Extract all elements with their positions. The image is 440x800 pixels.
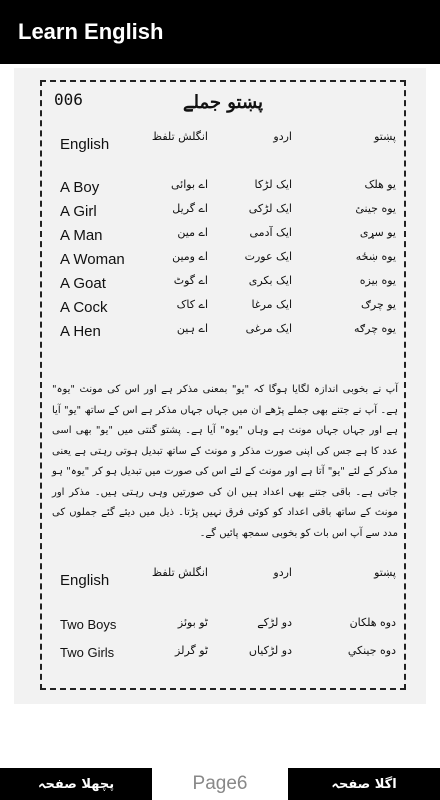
urdu-word: ایک مرغا (251, 298, 292, 311)
pronunciation: اے بوائی (170, 178, 208, 191)
english-word: A Cock (60, 299, 108, 316)
english-word: Two Boys (60, 617, 117, 632)
pashto-word: يو هلک (364, 178, 396, 191)
pronunciation: اے گوٹ (173, 274, 208, 287)
urdu-word: ایک لڑکی (248, 202, 292, 215)
header-pashto: پښتو (374, 566, 396, 579)
vocab-row (42, 250, 404, 272)
english-word: A Boy (60, 179, 100, 196)
vocab-row (42, 322, 404, 344)
page-indicator: Page6 (192, 773, 248, 794)
page-number: 006 (54, 90, 83, 109)
vocab-row (42, 226, 404, 248)
pashto-word: يوه چرګه (353, 322, 396, 335)
english-word: A Girl (60, 203, 97, 220)
pashto-word: يو سړی (359, 226, 396, 239)
header-pashto: پښتو (374, 130, 396, 143)
pronunciation: اے ہین (176, 322, 208, 335)
vocab-row (42, 202, 404, 224)
vocab-row (42, 178, 404, 200)
header-english: English (60, 136, 110, 153)
app-bar (0, 0, 440, 64)
header-urdu: اردو (273, 566, 292, 579)
pashto-word: يوه جينئ (355, 202, 396, 215)
pashto-word: يو چرګ (361, 298, 396, 311)
urdu-word: ایک آدمی (249, 226, 292, 239)
urdu-word: دو لڑکے (257, 616, 292, 629)
app-title: Learn English (18, 19, 164, 44)
english-word: A Man (60, 227, 103, 244)
plural-row (42, 644, 404, 666)
urdu-word: ایک مرغی (245, 322, 292, 335)
english-word: A Woman (60, 251, 125, 268)
header-english: English (60, 572, 110, 589)
pashto-word: دوه جينکي (347, 644, 396, 657)
pronunciation: ٹو گرلز (175, 644, 208, 657)
header-pronunciation: انگلش تلفظ (151, 130, 208, 143)
pronunciation: اے ومین (172, 250, 208, 263)
pronunciation: اے گریل (172, 202, 208, 215)
next-page-button[interactable]: اگلا صفحہ (288, 768, 440, 800)
header-pronunciation: انگلش تلفظ (151, 566, 208, 579)
vocab-row (42, 274, 404, 296)
urdu-word: دو لڑکیاں (248, 644, 292, 657)
pashto-word: يوه ښځه (355, 250, 396, 263)
page-frame (40, 80, 406, 690)
page-heading: پښتو جملے (182, 92, 264, 113)
pashto-word: دوه هلکان (349, 616, 396, 629)
book-page-image (14, 68, 426, 704)
english-word: A Hen (60, 323, 101, 340)
header-urdu: اردو (273, 130, 292, 143)
pronunciation: ٹو بوئز (177, 616, 208, 629)
english-word: A Goat (60, 275, 106, 292)
urdu-word: ایک عورت (244, 250, 292, 263)
pronunciation: اے کاک (176, 298, 208, 311)
pashto-word: يوه بيزه (359, 274, 396, 287)
urdu-word: ایک لڑکا (254, 178, 292, 191)
previous-page-button[interactable]: پچھلا صفحہ (0, 768, 152, 800)
bottom-nav (0, 768, 440, 800)
pronunciation: اے مین (177, 226, 208, 239)
vocab-row (42, 298, 404, 320)
plural-row (42, 616, 404, 638)
urdu-word: ایک بکری (248, 274, 292, 287)
english-word: Two Girls (60, 645, 115, 660)
explanation-paragraph: آپ نے بخوبی اندازہ لگایا ہوگا کہ "یو" بمعنی مذکر ہے اور اس کی مونث "یوہ" ہے۔ آپ نے جتنے بھی جملے پڑھے ان میں جہاں جہاں مذکر ہے اس کے ساتھ "یو" آیا ہے اور جہاں جہاں مونث ہے وہاں "یوہ" آیا ہے۔ پشتو گنتی میں "یو" بھی اسی عدد کا ہے جس کی اپنی صورت مذکر و مونث کے ساتھ تبدیل ہوتی رہتی ہے یعنی مذکر کے لئے "یو" آتا ہے اور مونث کے لئے اس کی صورت میں تبدیل ہو کر "یوہ" ہو جاتی ہے۔ باقی جتنے بھی اعداد ہیں ان کی صورتیں وہی رہتی ہیں۔ مذکر اور مونث کے ساتھ باقی اعداد کو کوئی فرق نہیں پڑتا۔ ذیل میں دیئے گئے جملوں کی مدد سے آپ اس بات کو بخوبی سمجھ پائیں گے۔ (52, 384, 398, 539)
